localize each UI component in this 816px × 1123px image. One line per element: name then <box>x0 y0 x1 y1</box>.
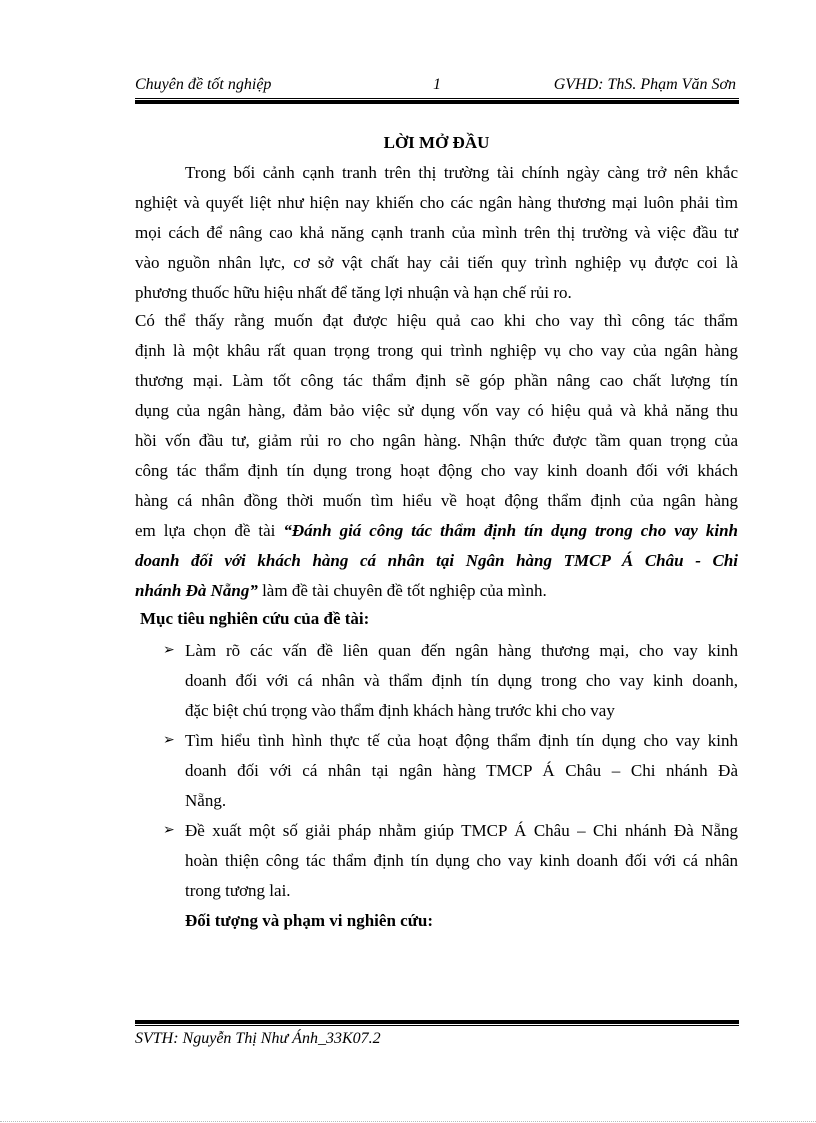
text-span: em lựa chọn đề tài <box>135 521 284 540</box>
text-line: doanh đối với cá nhân tại ngân hàng TMCP Á Châu – Chi nhánh Đà <box>185 761 738 780</box>
text-line: mọi cách để nâng cao khả năng cạnh tranh của mình trên thị trường và việc đầu tư <box>135 223 738 242</box>
thesis-title-text: nhánh Đà Nẵng” <box>135 581 258 600</box>
text-line: Đề xuất một số giải pháp nhằm giúp TMCP Á Châu – Chi nhánh Đà Nẵng <box>185 821 738 840</box>
text-line: vào nguồn nhân lực, cơ sở vật chất hay cải tiến quy trình nghiệp vụ được coi là <box>135 253 738 272</box>
text-line: đặc biệt chú trọng vào thẩm định khách hàng trước khi cho vay <box>185 701 615 720</box>
text-line: Có thể thấy rằng muốn đạt được hiệu quả cao khi cho vay thì công tác thẩm <box>135 311 738 330</box>
text-line: hồi vốn đầu tư, giảm rủi ro cho ngân hàng. Nhận thức được tầm quan trọng của <box>135 431 738 450</box>
text-line: công tác thẩm định tín dụng trong hoạt động cho vay kinh doanh đối với khách <box>135 461 738 480</box>
text-line: định là một khâu rất quan trọng trong qui trình nghiệp vụ cho vay của ngân hàng <box>135 341 738 360</box>
text-span: làm đề tài chuyên đề tốt nghiệp của mình. <box>257 581 547 600</box>
footer-rule <box>135 1025 739 1026</box>
text-line: phương thuốc hữu hiệu nhất để tăng lợi nhuận và hạn chế rủi ro. <box>135 283 572 302</box>
arrowhead-bullet-icon: ➢ <box>163 823 175 838</box>
arrowhead-bullet-icon: ➢ <box>163 643 175 658</box>
arrowhead-bullet-icon: ➢ <box>163 733 175 748</box>
text-line: Đối tượng và phạm vi nghiên cứu: <box>185 911 434 930</box>
text-line: Nẵng. <box>185 791 227 810</box>
text-line: thương mại. Làm tốt công tác thẩm định sẽ góp phần nâng cao chất lượng tín <box>135 371 738 390</box>
text-line: hoàn thiện công tác thẩm định tín dụng cho vay kinh doanh đối với cá nhân <box>185 851 738 870</box>
text-line: nghiệt và quyết liệt như hiện nay khiến cho các ngân hàng thương mại luôn phải tìm <box>135 193 738 212</box>
header-rule-thick <box>135 100 739 104</box>
thesis-title-text: “Đánh giá công tác thẩm định tín dụng trong cho vay kinh <box>283 521 738 540</box>
footer-text: SVTH: Nguyễn Thị Như Ánh_33K07.2 <box>135 1030 381 1047</box>
text-line <box>135 548 738 574</box>
text-line: Trong bối cảnh cạnh tranh trên thị trường tài chính ngày càng trở nên khắc <box>185 163 738 182</box>
text-line: Làm rõ các vấn đề liên quan đến ngân hàng thương mại, cho vay kinh <box>185 641 738 660</box>
text-line <box>135 578 738 604</box>
text-line: doanh đối với cá nhân và thẩm định tín dụng trong cho vay kinh doanh, <box>185 671 738 690</box>
text-line: Tìm hiểu tình hình thực tế của hoạt động thẩm định tín dụng cho vay kinh <box>185 731 738 750</box>
header-left: Chuyên đề tốt nghiệp <box>135 76 272 93</box>
text-line: trong tương lai. <box>185 881 291 900</box>
header-page-number: 1 <box>433 76 441 93</box>
text-line: Mục tiêu nghiên cứu của đề tài: <box>140 609 370 628</box>
header-rule <box>135 98 739 99</box>
text-line <box>135 518 738 544</box>
thesis-title-text: doanh đối với khách hàng cá nhân tại Ngân hàng TMCP Á Châu - Chi <box>135 551 738 570</box>
page-boundary <box>0 1121 816 1122</box>
text-line: hàng cá nhân đồng thời muốn tìm hiểu về hoạt động thẩm định của ngân hàng <box>135 491 738 510</box>
footer-rule-thick <box>135 1020 739 1024</box>
page-title: LỜI MỞ ĐẦU <box>383 133 490 152</box>
text-line: dụng của ngân hàng, đảm bảo việc sử dụng vốn vay có hiệu quả và khả năng thu <box>135 401 738 420</box>
header-right: GVHD: ThS. Phạm Văn Sơn <box>553 76 736 93</box>
